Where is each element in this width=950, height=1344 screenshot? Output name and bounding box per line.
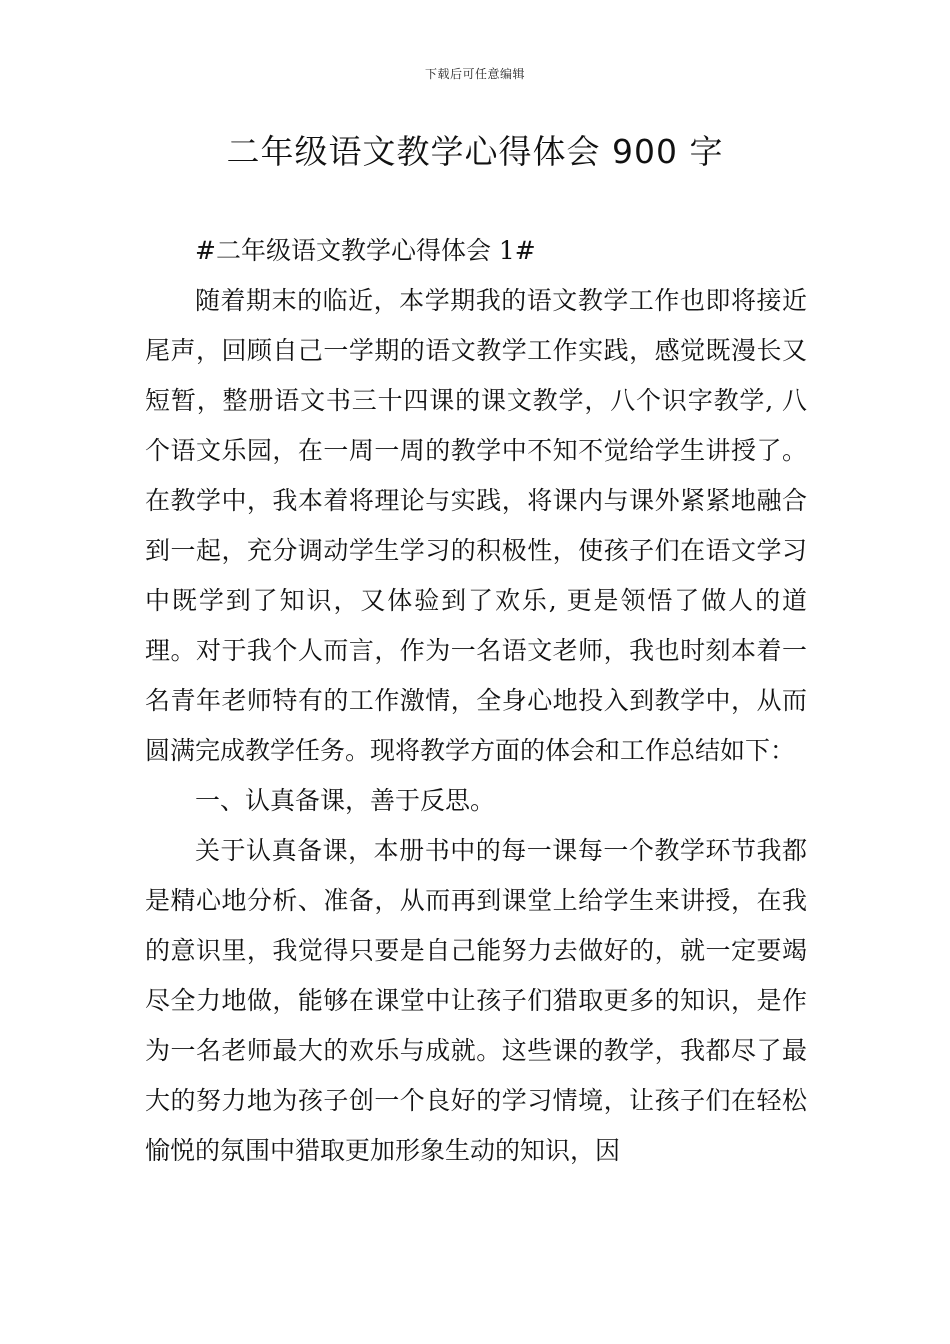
- subheading-preparation: 一、认真备课，善于反思。: [195, 786, 496, 815]
- section-heading: #二年级语文教学心得体会 1#: [195, 236, 536, 265]
- document-title: 二年级语文教学心得体会 900 字: [226, 132, 724, 171]
- header-note: 下载后可任意编辑: [424, 67, 525, 81]
- paragraph-preparation: 关于认真备课，本册书中的每一课每一个教学环节我都是精心地分析、准备，从而再到课堂上给学生来讲授，在我的意识里，我觉得只要是自己能努力去做好的，就一定要竭尽全力地做，能够在课堂中让孩子们猎取更多的知识，是作为一名老师最大的欢乐与成就。这些课的教学，我都尽了最大的努力地为孩子创一个良好的学习情境，让孩子们在轻松愉悦的氛围中猎取更加形象生动的知识，因: [145, 836, 807, 1165]
- document-body: [145, 226, 807, 1176]
- paragraph-intro: 随着期末的临近，本学期我的语文教学工作也即将接近尾声，回顾自己一学期的语文教学工作实践，感觉既漫长又短暂，整册语文书三十四课的课文教学，八个识字教学, 八个语文乐园，在一周一周的教学中不知不觉给学生讲授了。在教学中，我本着将理论与实践，将课内与课外紧紧地融合到一起，充分调动学生学习的积极性，使孩子们在语文学习中既学到了知识，又体验到了欢乐, 更是领悟了做人的道理。对于我个人而言，作为一名语文老师，我也时刻本着一名青年老师特有的工作激情，全身心地投入到教学中，从而圆满完成教学任务。现将教学方面的体会和工作总结如下：: [145, 286, 807, 765]
